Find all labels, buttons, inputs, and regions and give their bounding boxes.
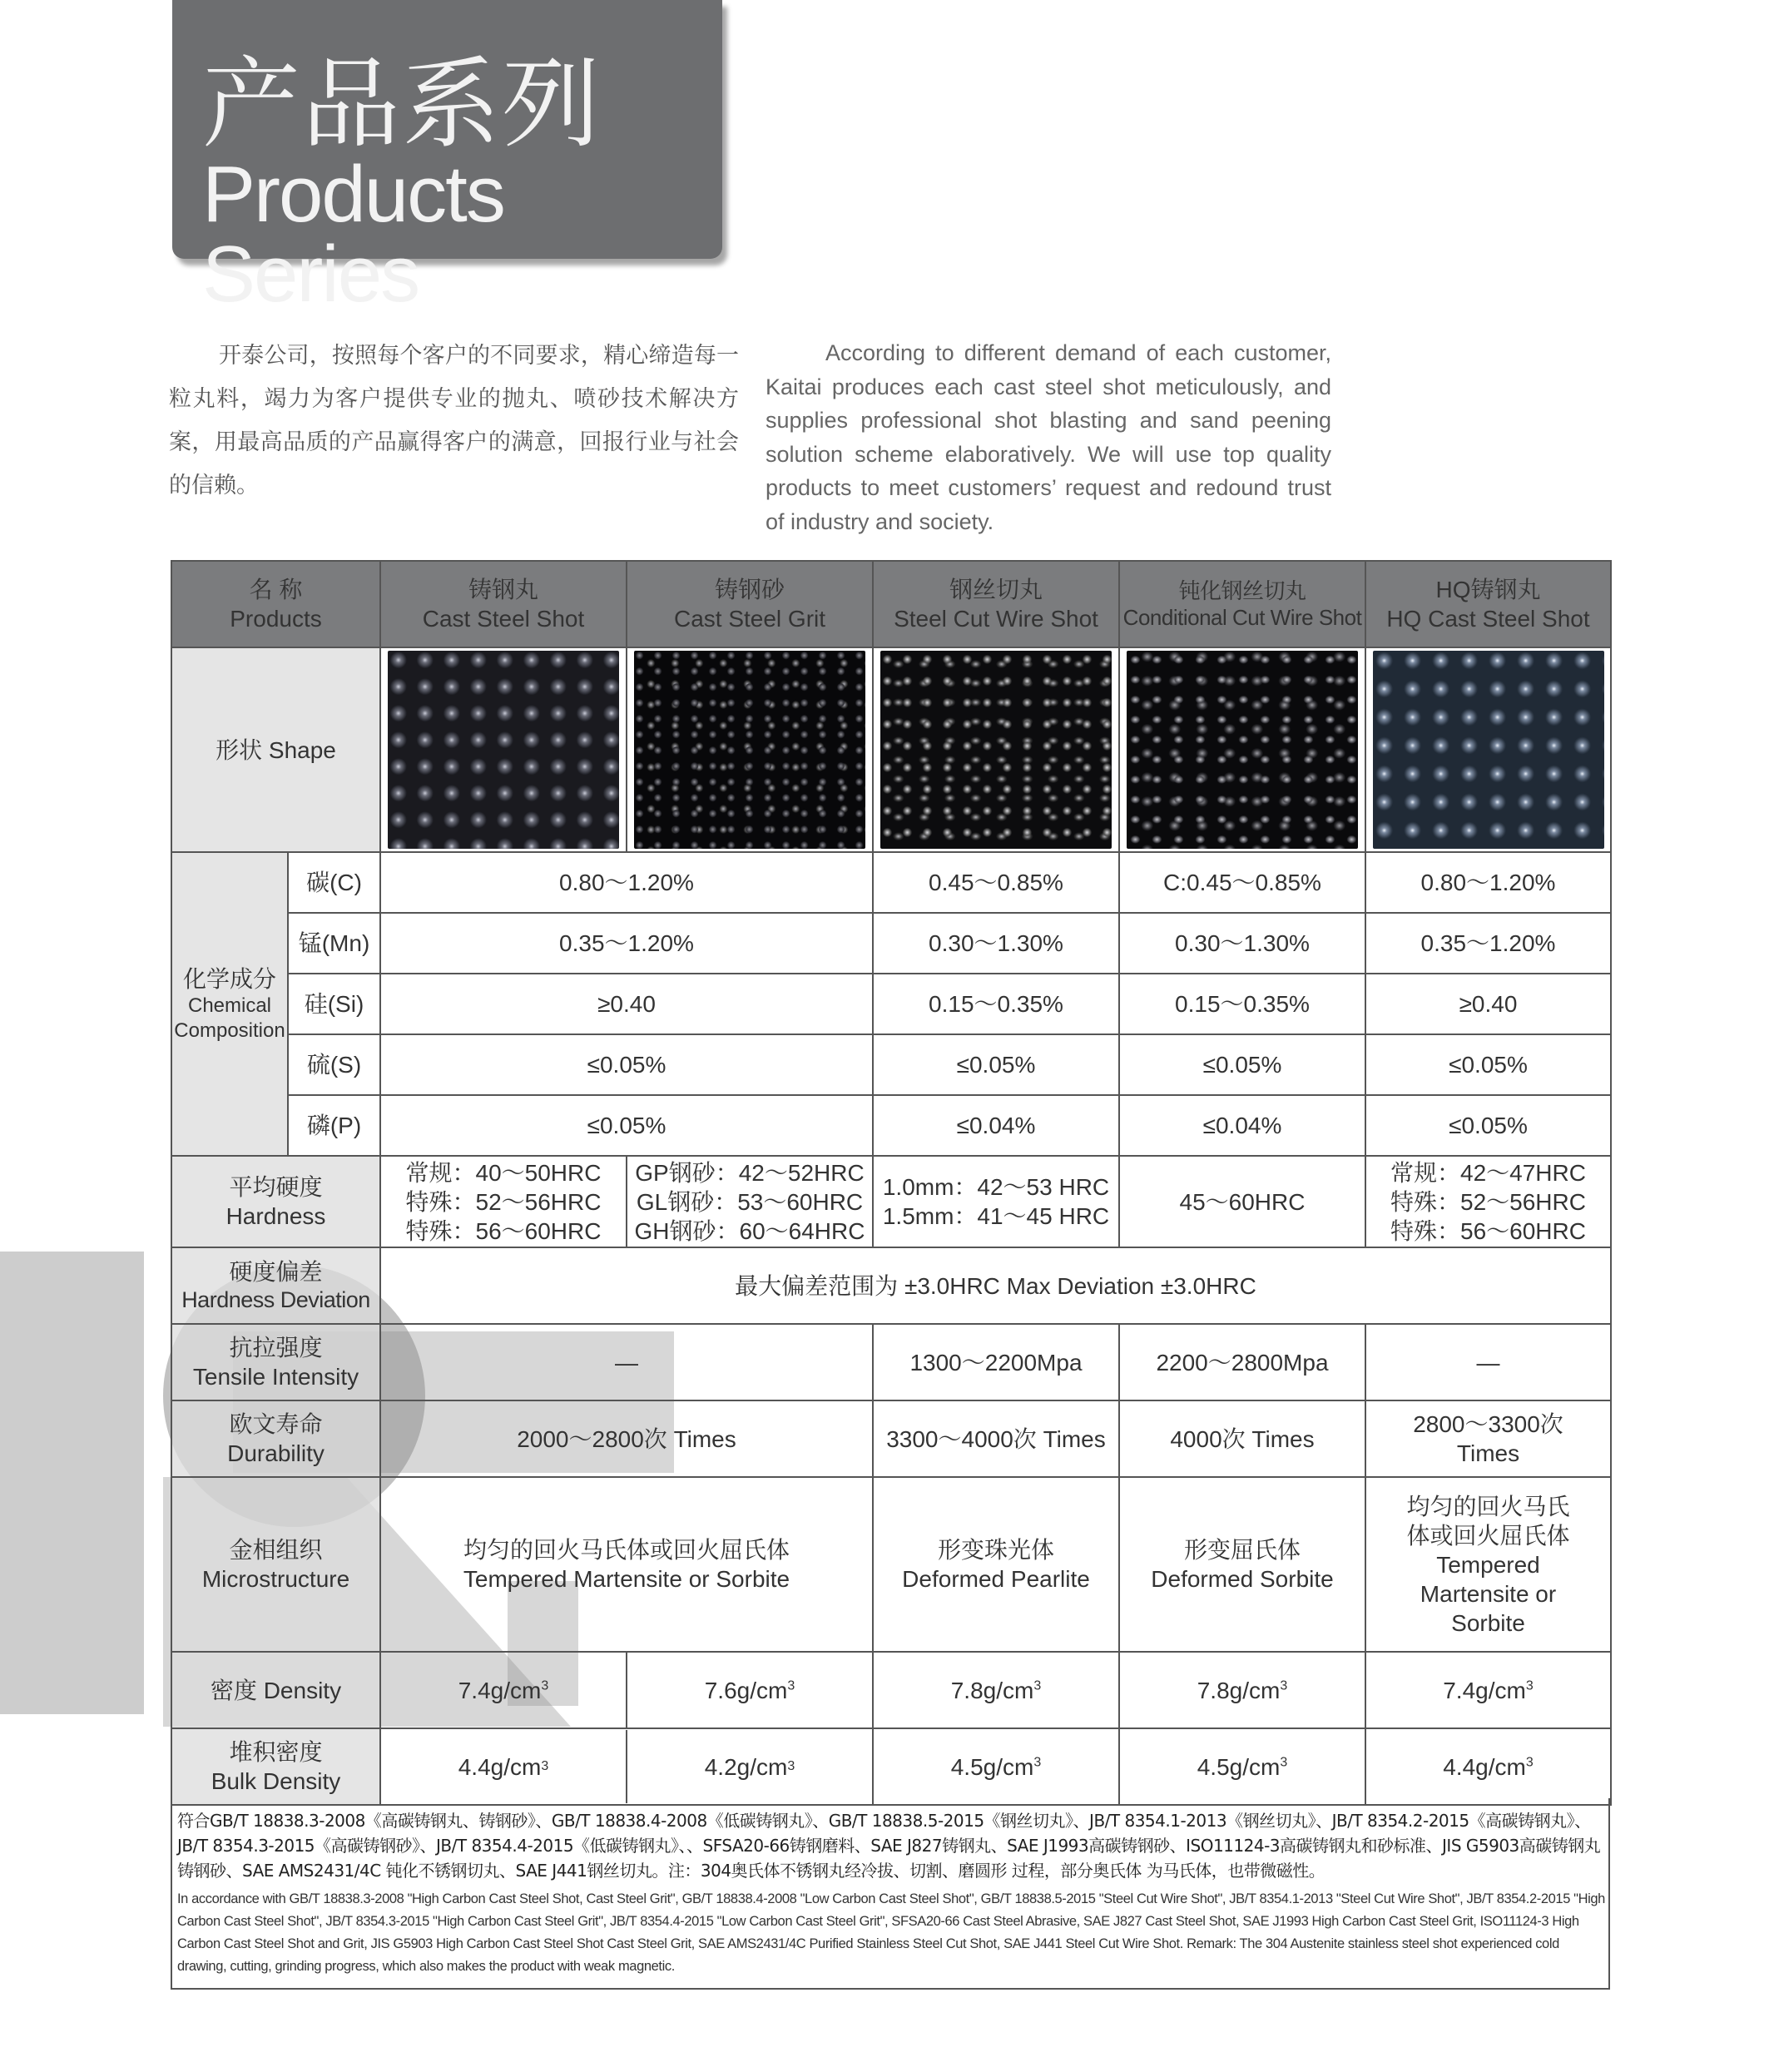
chem-value: ≤0.05% — [1119, 1034, 1365, 1095]
tensile-value: — — [380, 1324, 873, 1400]
shape-cell — [380, 647, 627, 852]
intro-text-en: According to different demand of each customer, Kaitai produces each cast steel shot meticulously, and supplies professional shot blasting and sand peening solution scheme elaboratively. We will use top quality products to meet customers’ request and redound trust of industry and society. — [766, 340, 1331, 534]
bulk-density-value: $4.5g/cm^3$ — [873, 1728, 1119, 1805]
header-cell-products: 名 称 Products — [171, 561, 380, 647]
durability-value: 4000次 Times — [1119, 1400, 1365, 1477]
shape-row — [171, 647, 1611, 852]
chem-value: 0.35～1.20% — [1365, 913, 1611, 974]
density-value: $7.6g/cm^3$ — [627, 1652, 873, 1728]
bulk-density-grit: 4.2g/cm 3 — [704, 1753, 795, 1780]
header-cell-cut-wire-shot: 钢丝切丸 Steel Cut Wire Shot — [873, 561, 1119, 647]
spec-table — [171, 560, 1612, 1806]
deviation-label: 硬度偏差 Hardness Deviation — [171, 1247, 380, 1324]
chem-value: ≤0.05% — [873, 1034, 1119, 1095]
bulk-density-row — [171, 1728, 1611, 1805]
shape-cell — [1365, 647, 1611, 852]
tensile-value: 1300～2200Mpa — [873, 1324, 1119, 1400]
standards-notes-zh: 符合GB/T 18838.3-2008《高碳铸钢丸、铸钢砂》、GB/T 18838.4-2008《低碳铸钢丸》、GB/T 18838.5-2015《钢丝切丸》、JB/T 8354.1-2013《钢丝切丸》、JB/T 8354.2-2015《高碳铸钢丸》、JB/T 8354.3-2015《高碳铸钢砂》、JB/T 8354.4-2015《低碳铸钢丸》、、SFSA20-66铸钢磨料、SAE J827铸钢丸、SAE J1993高碳铸钢砂、ISO11124-3高碳铸钢丸和砂标准、JIS G5903高碳铸钢丸铸钢砂、SAE AMS2431/4C 钝化不锈钢切丸、SAE J441钢丝切丸。注：304奥氏体不锈钢丸经冷拔、切割、磨圆形 过程，部分奥氏体 为马氏体，也带微磁性。 — [177, 1811, 1601, 1881]
chem-value: ≤0.05% — [380, 1095, 873, 1156]
durability-value: 3300～4000次 Times — [873, 1400, 1119, 1477]
hardness-wire: 1.0mm：42～53 HRC 1.5mm：41～45 HRC — [873, 1156, 1119, 1247]
cast-steel-grit-photo — [634, 651, 865, 849]
chem-value: 0.15～0.35% — [1119, 974, 1365, 1034]
shape-cell — [1119, 647, 1365, 852]
shape-cell — [873, 647, 1119, 852]
deviation-row — [171, 1247, 1611, 1324]
durability-row — [171, 1400, 1611, 1477]
chem-element: 碳(C) — [288, 852, 380, 913]
chem-value: 0.45～0.85% — [873, 852, 1119, 913]
chem-row-p — [171, 1095, 1611, 1156]
density-value: $7.8g/cm^3$ — [1119, 1652, 1365, 1728]
microstructure-value: 均匀的回火马氏 体或回火屈氏体 Tempered Martensite or Sorbite — [1365, 1477, 1611, 1652]
density-value: $7.4g/cm^3$ — [1365, 1652, 1611, 1728]
header-block — [172, 0, 722, 319]
header-cell-conditional-cut-wire-shot: 钝化钢丝切丸 Conditional Cut Wire Shot — [1119, 561, 1365, 647]
tensile-row — [171, 1324, 1611, 1400]
shape-label: 形状 Shape — [171, 647, 380, 852]
deviation-value: 最大偏差范围为 ±3.0HRC Max Deviation ±3.0HRC — [380, 1247, 1611, 1324]
microstructure-value: 形变屈氏体 Deformed Sorbite — [1119, 1477, 1365, 1652]
cut-wire-shot-photo — [880, 651, 1112, 849]
chem-value: ≥0.40 — [1365, 974, 1611, 1034]
header-cell-hq-cast-steel-shot: HQ铸钢丸 HQ Cast Steel Shot — [1365, 561, 1611, 647]
density-row — [171, 1652, 1611, 1728]
chem-value: C:0.45～0.85% — [1119, 852, 1365, 913]
tensile-value: 2200～2800Mpa — [1119, 1324, 1365, 1400]
cast-steel-shot-photo — [388, 651, 619, 849]
chem-element: 硅(Si) — [288, 974, 380, 1034]
bulk-density-value — [380, 1728, 873, 1805]
chem-row-s — [171, 1034, 1611, 1095]
bulk-density-label: 堆积密度 Bulk Density — [171, 1728, 380, 1805]
chem-value: ≤0.05% — [1365, 1095, 1611, 1156]
microstructure-value: 形变珠光体 Deformed Pearlite — [873, 1477, 1119, 1652]
chem-value: 0.30～1.30% — [873, 913, 1119, 974]
density-label: 密度 Density — [171, 1652, 380, 1728]
bulk-density-value: $4.5g/cm^3$ — [1119, 1728, 1365, 1805]
durability-label: 欧文寿命 Durability — [171, 1400, 380, 1477]
chem-value: 0.15～0.35% — [873, 974, 1119, 1034]
header-cell-cast-steel-shot: 铸钢丸 Cast Steel Shot — [380, 561, 627, 647]
chem-value: 0.80～1.20% — [380, 852, 873, 913]
chem-row-mn — [171, 913, 1611, 974]
microstructure-row — [171, 1477, 1611, 1652]
watermark-rect — [0, 1252, 144, 1714]
hardness-grit: GP钢砂：42～52HRC GL钢砂：53～60HRC GH钢砂：60～64HRC — [627, 1156, 873, 1247]
chem-value: 0.80～1.20% — [1365, 852, 1611, 913]
microstructure-label: 金相组织 Microstructure — [171, 1477, 380, 1652]
chem-row-si — [171, 974, 1611, 1034]
microstructure-value: 均匀的回火马氏体或回火屈氏体 Tempered Martensite or Sorbite — [380, 1477, 873, 1652]
bulk-density-shot: 4.4g/cm 3 — [381, 1730, 627, 1803]
hardness-row — [171, 1156, 1611, 1247]
durability-value: 2800～3300次 Times — [1365, 1400, 1611, 1477]
chem-row-c — [171, 852, 1611, 913]
chem-value: 0.30～1.30% — [1119, 913, 1365, 974]
header-cell-cast-steel-grit: 铸钢砂 Cast Steel Grit — [627, 561, 873, 647]
hardness-shot: 常规：40～50HRC 特殊：52～56HRC 特殊：56～60HRC — [380, 1156, 627, 1247]
chem-element: 锰(Mn) — [288, 913, 380, 974]
hq-cast-steel-shot-photo — [1373, 651, 1604, 849]
shape-cell — [627, 647, 873, 852]
chem-value: ≤0.05% — [1365, 1034, 1611, 1095]
intro-text-zh: 开泰公司，按照每个客户的不同要求，精心缔造每一粒丸料，竭力为客户提供专业的抛丸、喷砂技术解决方案，用最高品质的产品赢得客户的满意，回报行业与社会的信赖。 — [169, 343, 739, 498]
hardness-cond: 45～60HRC — [1119, 1156, 1365, 1247]
chem-value: ≥0.40 — [380, 974, 873, 1034]
chem-value: ≤0.04% — [1119, 1095, 1365, 1156]
page-title-en: Products Series — [202, 150, 504, 319]
bulk-density-value: $4.4g/cm^3$ — [1365, 1728, 1611, 1805]
hardness-label: 平均硬度 Hardness — [171, 1156, 380, 1247]
durability-value: 2000～2800次 Times — [380, 1400, 873, 1477]
chem-value: ≤0.04% — [873, 1095, 1119, 1156]
standards-notes-en: In accordance with GB/T 18838.3-2008 "High Carbon Cast Steel Shot, Cast Steel Grit", GB/T 18838.4-2008 "Low Carbon Cast Steel Shot", GB/T 18838.5-2015 "Steel Cut Wire Shot", JB/T 8354.1-2013 "Steel Cut Wire Shot", JB/T 8354.2-2015 "High Carbon Cast Steel Shot", JB/T 8354.3-2015 "High Carbon Cast Steel Grit", JB/T 8354.4-2015 "Low Carbon Cast Steel Grit", SFSA20-66 Cast Steel Abrasive, SAE J827 Cast Steel Shot, SAE J1993 High Carbon Cast Steel Grit, ISO11124-3 High Carbon Cast Steel Shot and Grit, JIS G5903 High Carbon Cast Steel Shot Cast Steel Grit, SAE AMS2431/4C Purified Stainless Steel Cut Shot, SAE J441 Steel Cut Wire Shot. Remark: The 304 Austenite stainless steel shot experienced cold drawing, cutting, grinding progress, which also makes the product with weak magnetic. — [177, 1891, 1605, 1974]
density-value: $7.8g/cm^3$ — [873, 1652, 1119, 1728]
hardness-hq: 常规：42～47HRC 特殊：52～56HRC 特殊：56～60HRC — [1365, 1156, 1611, 1247]
chem-element: 磷(P) — [288, 1095, 380, 1156]
chem-value: ≤0.05% — [380, 1034, 873, 1095]
chem-value: 0.35～1.20% — [380, 913, 873, 974]
density-value: $7.4g/cm^3$ — [380, 1652, 627, 1728]
chem-label: 化学成分 Chemical Composition — [171, 852, 288, 1156]
tensile-label: 抗拉强度 Tensile Intensity — [171, 1324, 380, 1400]
chem-element: 硫(S) — [288, 1034, 380, 1095]
tensile-value: — — [1365, 1324, 1611, 1400]
conditional-cut-wire-shot-photo — [1127, 651, 1358, 849]
page-title-zh: 产品系列 — [202, 47, 602, 161]
table-header-row — [171, 561, 1611, 647]
standards-notes — [171, 1798, 1610, 1990]
